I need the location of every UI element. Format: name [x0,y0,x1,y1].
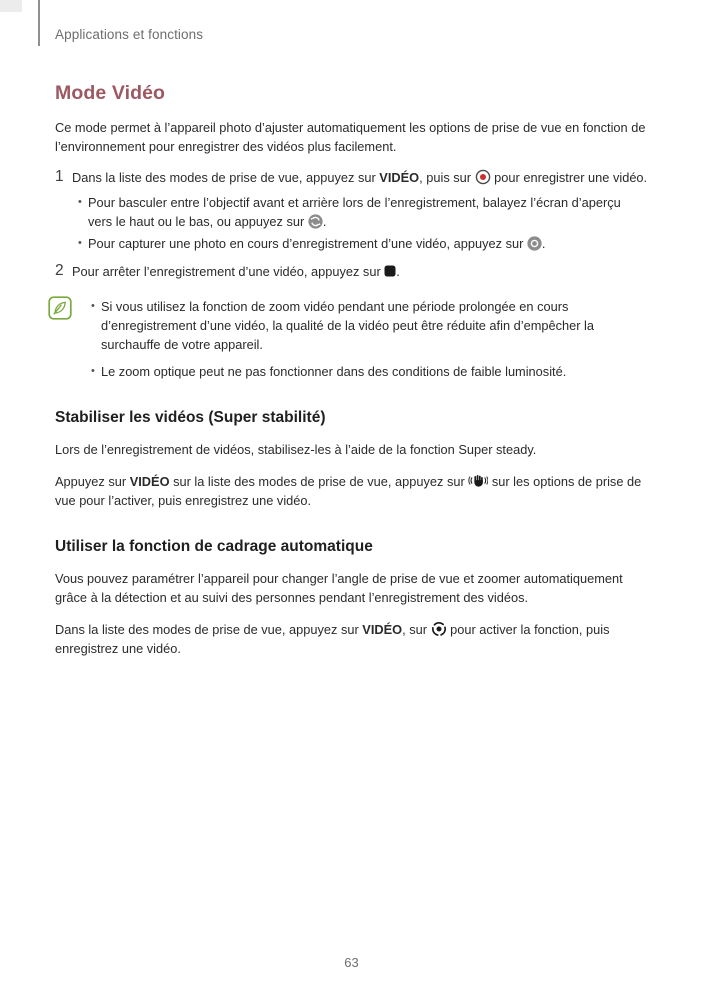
note-bullet-1: • Si vous utilisez la fonction de zoom vidéo pendant une période prolongée en cours d’enregistrement d’une vidéo, la qualité de la vidéo peut être réduite afin d’empêcher la surchauffe de votre appareil. [85,297,648,354]
bullet-glyph: • [78,237,82,249]
stabilize-paragraph-1: Lors de l’enregistrement de vidéos, stabilisez-les à l’aide de la fonction Super steady. [55,442,537,457]
note-icon [48,296,72,320]
bullet-glyph: • [91,365,95,377]
step-2-number: 2 [55,262,64,279]
running-header: Applications et fonctions [55,27,204,42]
autoframe-paragraph-2: Dans la liste des modes de prise de vue, appuyez sur VIDÉO, sur pour activer la fonction, puis enregistrez une vidéo. [55,622,610,656]
step-2-body: Pour arrêter l’enregistrement d’une vidéo, appuyez sur . [72,264,400,279]
header-rule [38,0,40,46]
page-number: 63 [344,955,359,970]
heading-autoframe: Utiliser la fonction de cadrage automatique [55,538,373,555]
stop-icon [384,265,396,277]
auto-framing-icon [431,621,447,637]
keyword-video: VIDÉO [379,170,420,185]
step-1 [55,168,648,253]
note-block [55,294,648,381]
intro-paragraph: Ce mode permet à l’appareil photo d’ajuster automatiquement les options de prise de vue en fonction de l’environnement pour enregistrer des vidéos plus facilement. [55,120,646,154]
autoframe-paragraph-1: Vous pouvez paramétrer l’appareil pour changer l’angle de prise de vue et zoomer automatiquement grâce à la détection et au suivi des personnes pendant l’enregistrement des vidéos. [55,571,623,605]
steps-list [55,168,648,281]
page-title: Mode Vidéo [55,82,166,104]
flip-camera-icon [308,214,323,229]
record-icon [475,169,491,185]
keyword-video: VIDÉO [129,474,170,489]
keyword-video: VIDÉO [362,622,403,637]
heading-stabilize: Stabiliser les vidéos (Super stabilité) [55,409,326,426]
stabilize-paragraph-2: Appuyez sur VIDÉO sur la liste des modes de prise de vue, appuyez sur sur les options de prise de vue pour l’activer, puis enregistrez une vidéo. [55,474,642,508]
step-1-number: 1 [55,168,64,185]
page-corner-mark [0,0,22,12]
super-steady-hand-icon [468,472,488,488]
bullet-capture-photo: • Pour capturer une photo en cours d’enregistrement d’une vidéo, appuyez sur . [72,234,648,253]
bullet-flip-camera: • Pour basculer entre l’objectif avant et arrière lors de l’enregistrement, balayez l’écran d’aperçu vers le haut ou le bas, ou appuyez sur . [72,193,648,231]
step-1-body: Dans la liste des modes de prise de vue, appuyez sur VIDÉO, puis sur pour enregistrer une vidéo. • Pour basculer entre l’objectif avant et arrière lors de l’enregistrement, balayez l’écran d’aperçu vers le haut ou le bas, ou appuyez sur . • Pour capturer une photo en cours d’enregistrement d’une vidéo, appuyez sur . [72,170,648,251]
bullet-glyph: • [78,196,82,208]
note-body [85,294,648,381]
step-1-bullets [72,193,648,253]
bullet-glyph: • [91,300,95,312]
note-bullet-2: • Le zoom optique peut ne pas fonctionner dans des conditions de faible luminosité. [85,362,648,381]
step-2 [55,262,648,281]
capture-photo-icon [527,236,542,251]
